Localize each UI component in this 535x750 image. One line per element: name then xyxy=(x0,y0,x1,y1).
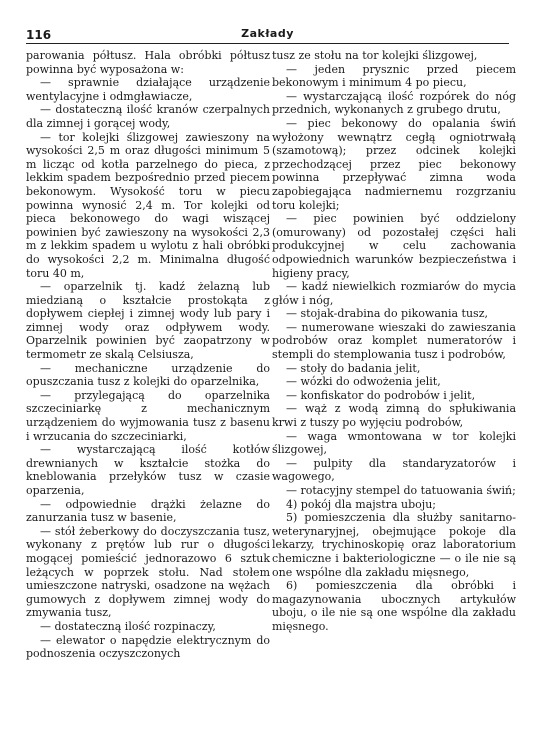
list-item: — piec powinien być oddzielony (omurowany) od pozostałej części hali produkcyjnej w celu zachowania odpowiednich warunków bezpieczeństwa i higieny pracy, xyxy=(272,212,516,280)
list-item: — wózki do odwożenia jelit, xyxy=(286,375,441,389)
left-column xyxy=(26,49,270,661)
list-item: — stoły do badania jelit, xyxy=(286,361,421,375)
list-item: — kadź niewielkich rozmiarów do mycia głów i nóg, xyxy=(272,280,516,307)
right-column xyxy=(272,49,516,634)
list-item: — oparzelnik tj. kadź żelazną lub miedzianą o kształcie prostokąta z dopływem ciepłej i zimnej wody lub pary i zimnej wody oraz odpływem wody. Oparzelnik powinien być zaopatrzony w termometr ze skalą Celsiusza, xyxy=(26,280,270,362)
list-item: — dostateczną ilość kranów czerpalnych dla zimnej i gorącej wody, xyxy=(26,103,270,130)
numbered-item: 5) pomieszczenia dla służby sanitarno-weterynaryjnej, obejmujące pokoje dla lekarzy, trychinoskopię oraz laboratorium chemiczne i bakteriologiczne — o ile nie są one wspólne dla zakładu mięsnego, xyxy=(272,511,516,579)
list-item: — tor kolejki ślizgowej zawieszony na wysokości 2,5 m oraz długości minimum 5 m licząc od kotła parzelnego do pieca, z lekkim spadem bezpośrednio przed piecem bekonowym. Wysokość toru w piecu powinna wynosić 2,4 m. Tor kolejki od pieca bekonowego do wagi wiszącej powinien być zawieszony na wysokości 2,3 m z lekkim spadem u wylotu z hali obróbki do wysokości 2,2 m. Minimalna długość toru 40 m, xyxy=(26,130,270,280)
list-item: — numerowane wieszaki do zawieszania podrobów oraz komplet numeratorów i stempli do stemplowania tusz i podrobów, xyxy=(272,320,516,362)
list-item: — rotacyjny stempel do tatuowania świń; xyxy=(286,484,516,497)
list-item: — waga wmontowana w tor kolejki ślizgowej, xyxy=(272,429,516,457)
list-item: — odpowiednie drążki żelazne do zanurzania tusz w basenie, xyxy=(26,497,270,525)
page-header xyxy=(26,25,509,44)
list-item: — wystarczającą ilość rozpórek do nóg przednich, wykonanych z grubego drutu, xyxy=(272,89,516,117)
page-number: 116 xyxy=(26,28,52,42)
list-item: — piec bekonowy do opalania świń wyłożony wewnątrz cegłą ogniotrwałą (szamotową); przez odcinek kolejki przechodzącej przez piec bekonowy powinna przepływać zimna woda zapobiegająca nadmiernemu rozgrzaniu toru kolejki; xyxy=(272,116,516,212)
list-item: — elewator o napędzie elektrycznym do podnoszenia oczyszczonych xyxy=(26,633,270,661)
list-item: — konfiskator do podrobów i jelit, xyxy=(286,388,476,402)
list-item: — stół żeberkowy do doczyszczania tusz, wykonany z prętów lub rur o długości mogącej pomieścić jednorazowo 6 sztuk leżących w poprzek stołu. Nad stołem umieszczone natryski, osadzone na wężach gumowych z dopływem zimnej wody do zmywania tusz, xyxy=(26,524,270,620)
numbered-item: 6) pomieszczenia dla obróbki i magazynowania ubocznych artykułów uboju, o ile nie są one wspólne dla zakładu mięsnego. xyxy=(272,579,516,633)
paragraph: tusz ze stołu na tor kolejki ślizgowej, xyxy=(272,49,478,62)
list-item: — stojak-drabina do pikowania tusz, xyxy=(286,307,488,321)
list-item: — wystarczającą ilość kotłów drewnianych w kształcie stożka do kneblowania przełyków tusz w czasie oparzenia, xyxy=(26,443,270,497)
list-item: — pulpity dla standaryzatorów i wagowego, xyxy=(272,456,516,484)
list-item: — przylegającą do oparzelnika szczeciniarkę z mechanicznym urządzeniem do wyjmowania tusz z basenu i wrzucania do szczeciniarki, xyxy=(26,388,270,443)
numbered-item: 4) pokój dla majstra uboju; xyxy=(286,497,436,511)
paragraph: parowania półtusz. Hala obróbki półtusz powinna być wyposażona w: xyxy=(26,49,270,76)
list-item: — jeden prysznic przed piecem bekonowym i minimum 4 po piecu, xyxy=(272,62,516,90)
list-item: — sprawnie działające urządzenie wentylacyjne i odmgławiacze, xyxy=(26,76,270,103)
running-head: Zakłady xyxy=(241,27,294,40)
list-item: — dostateczną ilość rozpinaczy, xyxy=(40,619,216,633)
list-item: — wąż z wodą zimną do spłukiwania krwi z tuszy po wyjęciu podrobów, xyxy=(272,402,516,430)
list-item: — mechaniczne urządzenie do opuszczania tusz z kolejki do oparzelnika, xyxy=(26,361,270,389)
